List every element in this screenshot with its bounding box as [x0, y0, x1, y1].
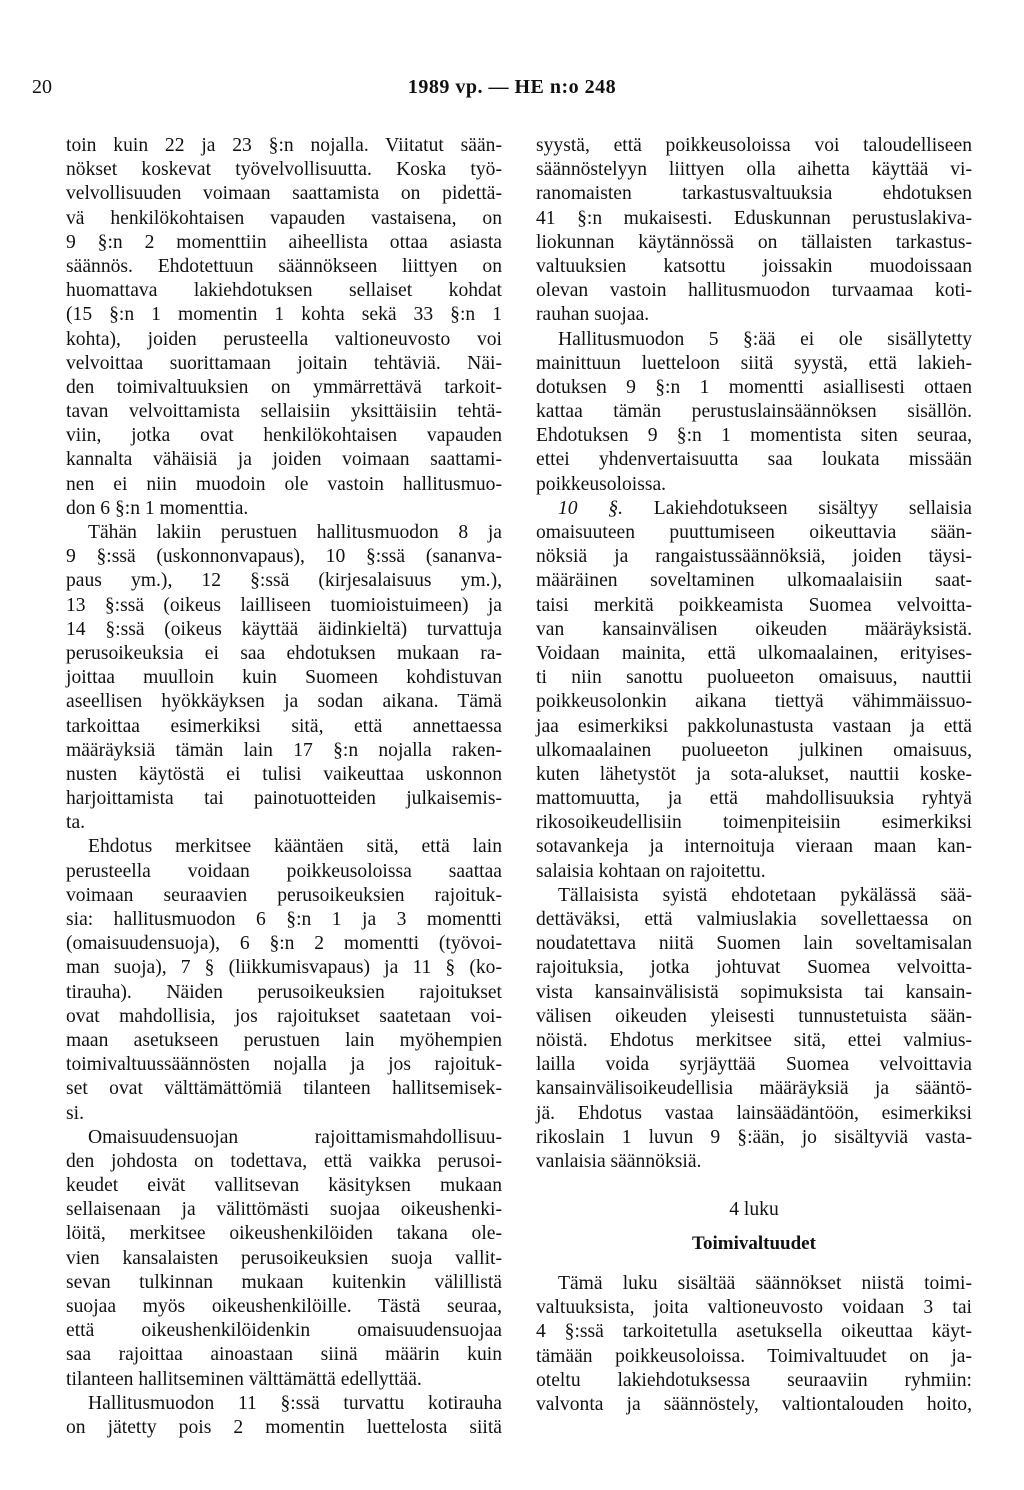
text-line: valtuuksien katsottu joissakin muodoissaan — [536, 255, 972, 277]
text-line: mainittuun luetteloon siitä syystä, että lakieh- — [536, 352, 972, 374]
text-line: oteltu lakiehdotuksessa seuraaviin ryhmiin: — [536, 1369, 972, 1391]
text-line: Tällaisista syistä ehdotetaan pykälässä sää- — [558, 884, 972, 906]
text-line: poikkeusoloissa. — [536, 473, 667, 495]
text-line: ta. — [66, 812, 86, 834]
text-line: nöksiä ja rangaistussäännöksiä, joiden täysi- — [536, 546, 972, 568]
text-line: säännös. Ehdotettuun säännökseen liittyen on — [66, 255, 502, 277]
text-line: 9 §:ssä (uskonnonvapaus), 10 §:ssä (sananva- — [66, 546, 502, 568]
text-line: 13 §:ssä (oikeus lailliseen tuomioistuimeen) ja — [66, 594, 502, 616]
text-line: perusoikeuksia ei saa ehdotuksen mukaan ra- — [66, 642, 502, 664]
text-line: syystä, että poikkeusoloissa voi taloudelliseen — [536, 135, 972, 156]
text-line: kohta), joiden perusteella valtioneuvosto voi — [66, 328, 502, 350]
text-line: 14 §:ssä (oikeus käyttää äidinkieltä) turvattuja — [66, 618, 502, 640]
text-line: harjoittamista tai painotuotteiden julkaisemis- — [66, 788, 502, 810]
chapter-title: Toimivaltuudet — [692, 1233, 816, 1255]
section-10-label: 10 §. — [558, 497, 624, 519]
text-line: tämään poikkeusoloissa. Toimivaltuudet on ja- — [536, 1345, 972, 1367]
text-line: sotavankeja ja internoituja vieraan maan kan- — [536, 836, 972, 858]
text-line: rajoituksia, jotka johtuvat Suomea velvoitta- — [536, 957, 972, 979]
text-line: sevan tulkinnan mukaan kuitenkin välillistä — [66, 1271, 502, 1293]
text-line: rauhan suojaa. — [536, 304, 650, 326]
text-line: mattomuutta, ja että mahdollisuuksia ryhtyä — [536, 788, 972, 810]
text-line: joittaa muulloin kuin Suomeen kohdistuvan — [66, 667, 502, 689]
text-line: saa rajoittaa ainoastaan siinä määrin kuin — [66, 1344, 502, 1366]
text-line: valvonta ja säännöstely, valtiontalouden hoito, — [536, 1394, 972, 1415]
page-number: 20 — [32, 76, 52, 98]
text-line: velvoittaa suorittamaan joitain tehtäviä. Näi- — [66, 352, 502, 374]
text-line: Hallitusmuodon 11 §:ssä turvattu kotirauha — [88, 1392, 502, 1414]
text-line: sellaisenaan ja välittömästi suojaa oikeushenki- — [66, 1199, 502, 1221]
right-column-top — [536, 134, 972, 497]
text-line: dotuksen 9 §:n 1 momentti asiallisesti ottaen — [536, 376, 972, 398]
text-line: (omaisuudensuoja), 6 §:n 2 momentti (työvoi- — [66, 933, 502, 955]
text-line: van kansainvälisen oikeuden määräyksistä. — [536, 618, 972, 640]
right-column-bottom — [536, 1272, 972, 1417]
text-line: kattaa tämän perustuslainsäännöksen sisällön. — [536, 401, 972, 423]
text-line: kannalta vähäisiä ja joiden voimaan saattami- — [66, 449, 502, 471]
chapter-number: 4 luku — [729, 1199, 779, 1221]
text-line: nusten käytöstä ei tulisi vaikeuttaa uskonnon — [66, 763, 502, 785]
text-line: (15 §:n 1 momentin 1 kohta sekä 33 §:n 1 — [66, 304, 502, 326]
right-column — [536, 134, 972, 1417]
text-line: keudet eivät vallitsevan käsityksen mukaan — [66, 1175, 502, 1197]
right-column-mid — [536, 884, 972, 1174]
text-line: aseellisen hyökkäyksen ja sodan aikana. Tämä — [66, 691, 502, 713]
text-line: liokunnan käytännössä on tällaisten tarkastus- — [536, 231, 972, 253]
text-line: dettäväksi, että valmiuslakia sovellettaessa on — [536, 909, 972, 930]
text-line: man suoja), 7 § (liikkumisvapaus) ja 11 § (ko- — [66, 957, 502, 979]
text-line: kansainvälisoikeudellisia määräyksiä ja sääntö- — [536, 1078, 972, 1100]
text-line: taisi merkitä poikkeamista Suomea velvoitta- — [536, 594, 972, 616]
text-line: Hallitusmuodon 5 §:ää ei ole sisällytetty — [558, 328, 972, 350]
text-line: jaa esimerkiksi pakkolunastusta vastaan ja että — [536, 715, 972, 737]
text-line: Ehdotuksen 9 §:n 1 momentista siten seuraa, — [536, 425, 972, 447]
text-line: kuten lähetystöt ja sota-alukset, nauttii koske- — [536, 763, 972, 785]
text-line: velvollisuuden voimaan saattamista on pidettä- — [66, 183, 502, 205]
text-line: paus ym.), 12 §:ssä (kirjesalaisuus ym.), — [66, 570, 502, 592]
text-line: vien kansalaisten perusoikeuksien suoja vallit- — [66, 1247, 502, 1269]
text-line: Omaisuudensuojan rajoittamismahdollisuu- — [88, 1126, 502, 1148]
text-line: don 6 §:n 1 momenttia. — [66, 497, 249, 519]
text-line: si. — [66, 1102, 84, 1124]
text-line: säännöstelyyn liittyen olla aihetta käyttää vi- — [536, 159, 972, 181]
section-10-first-line-text: Lakiehdotukseen sisältyy sellaisia — [653, 497, 972, 519]
left-column — [66, 134, 502, 1440]
text-line: ti niin sanottu puolueeton omaisuus, nauttii — [536, 667, 972, 689]
text-line: suojaa myös oikeushenkilöille. Tästä seuraa, — [66, 1296, 502, 1317]
text-line: ranomaisten tarkastusvaltuuksia ehdotuksen — [536, 183, 972, 205]
text-line: rikoslain 1 luvun 9 §:ään, jo sisältyviä vasta- — [536, 1126, 972, 1148]
running-title: 1989 vp. — HE n:o 248 — [407, 76, 617, 98]
text-line: toimivaltuussäännösten nojalla ja jos rajoituk- — [66, 1054, 502, 1076]
text-line: nöistä. Ehdotus merkitsee sitä, ettei valmius- — [536, 1029, 972, 1051]
text-line: perusteella voidaan poikkeusoloissa saattaa — [66, 860, 502, 882]
text-line: voimaan seuraavien perusoikeuksien rajoituk- — [66, 884, 502, 906]
text-line: nen ei niin muodoin ole vastoin hallitusmuo- — [66, 473, 502, 495]
text-line: on jätetty pois 2 momentin luettelosta siitä — [66, 1416, 502, 1438]
text-line: valtuuksista, joita valtioneuvosto voidaan 3 tai — [536, 1297, 972, 1319]
text-line: vä henkilökohtaisen vapauden vastaisena, on — [66, 207, 502, 229]
text-line: määräyksiä tämän lain 17 §:n nojalla raken- — [66, 739, 502, 761]
text-line: vanlaisia säännöksiä. — [536, 1150, 702, 1172]
text-line: vista kansainvälisistä sopimuksista tai kansain- — [536, 981, 972, 1003]
text-line: lailla voida syrjäyttää Suomea velvoittavia — [536, 1054, 972, 1076]
text-line: olevan vastoin hallitusmuodon turvaamaa koti- — [536, 280, 972, 302]
text-line: tavan velvoittamista sellaisiin yksittäisiin tehtä- — [66, 401, 502, 423]
section-10-body — [536, 521, 972, 884]
text-line: 41 §:n mukaisesti. Eduskunnan perustuslakiva- — [536, 207, 972, 229]
text-line: tirauha). Näiden perusoikeuksien rajoitukset — [66, 981, 502, 1003]
text-line: löitä, merkitsee oikeushenkilöiden takana ole- — [66, 1223, 502, 1245]
text-line: sia: hallitusmuodon 6 §:n 1 ja 3 momentti — [66, 909, 502, 930]
text-line: välisen oikeuden yleisesti tunnustetuista sään- — [536, 1005, 972, 1027]
text-line: toin kuin 22 ja 23 §:n nojalla. Viitatut sään- — [66, 135, 502, 156]
text-line: Voidaan mainita, että ulkomaalainen, erityises- — [536, 642, 972, 664]
text-line: salaisia kohtaan on rajoitettu. — [536, 860, 766, 882]
text-line: rikosoikeudellisiin toimenpiteisiin esimerkiksi — [536, 812, 972, 834]
section-10-first-line — [536, 497, 972, 521]
text-line: viin, jotka ovat henkilökohtaisen vapauden — [66, 425, 502, 447]
text-line: 9 §:n 2 momenttiin aiheellista ottaa asiasta — [66, 231, 502, 253]
text-line: set ovat välttämättömiä tilanteen hallitsemisek- — [66, 1078, 502, 1100]
text-line: nökset koskevat työvelvollisuutta. Koska työ- — [66, 159, 502, 181]
text-line: Tämä luku sisältää säännökset niistä toimi- — [558, 1273, 972, 1295]
text-line: maan asetukseen perustuen lain myöhempien — [66, 1029, 502, 1051]
text-line: Ehdotus merkitsee kääntäen sitä, että lain — [88, 836, 502, 858]
text-line: 4 §:ssä tarkoitetulla asetuksella oikeuttaa käyt- — [536, 1321, 972, 1343]
text-line: Tähän lakiin perustuen hallitusmuodon 8 ja — [88, 522, 502, 543]
text-line: määräinen soveltaminen ulkomaalaisiin saat- — [536, 570, 972, 592]
text-line: den toimivaltuuksien on ymmärrettävä tarkoit- — [66, 376, 502, 398]
text-line: omaisuuteen puuttumiseen oikeuttavia sään- — [536, 522, 972, 543]
text-line: huomattava lakiehdotuksen sellaiset kohdat — [66, 280, 502, 302]
text-line: ulkomaalainen puolueeton julkinen omaisuus, — [536, 739, 972, 761]
text-line: tilanteen hallitseminen välttämättä edellyttää. — [66, 1368, 422, 1390]
text-line: että oikeushenkilöidenkin omaisuudensuojaa — [66, 1320, 502, 1342]
text-line: jä. Ehdotus vastaa lainsäädäntöön, esimerkiksi — [536, 1102, 972, 1124]
text-line: poikkeusolonkin aikana tiettyä vähimmäissuo- — [536, 691, 972, 713]
page-header — [32, 76, 992, 106]
text-line: ovat mahdollisia, jos rajoitukset saatetaan voi- — [66, 1005, 502, 1027]
text-line: ettei yhdenvertaisuutta saa loukata missään — [536, 449, 972, 471]
text-line: noudatettava niitä Suomen lain soveltamisalan — [536, 933, 972, 955]
text-line: den johdosta on todettava, että vaikka perusoi- — [66, 1150, 502, 1172]
text-line: tarkoittaa esimerkiksi sitä, että annettaessa — [66, 715, 502, 737]
